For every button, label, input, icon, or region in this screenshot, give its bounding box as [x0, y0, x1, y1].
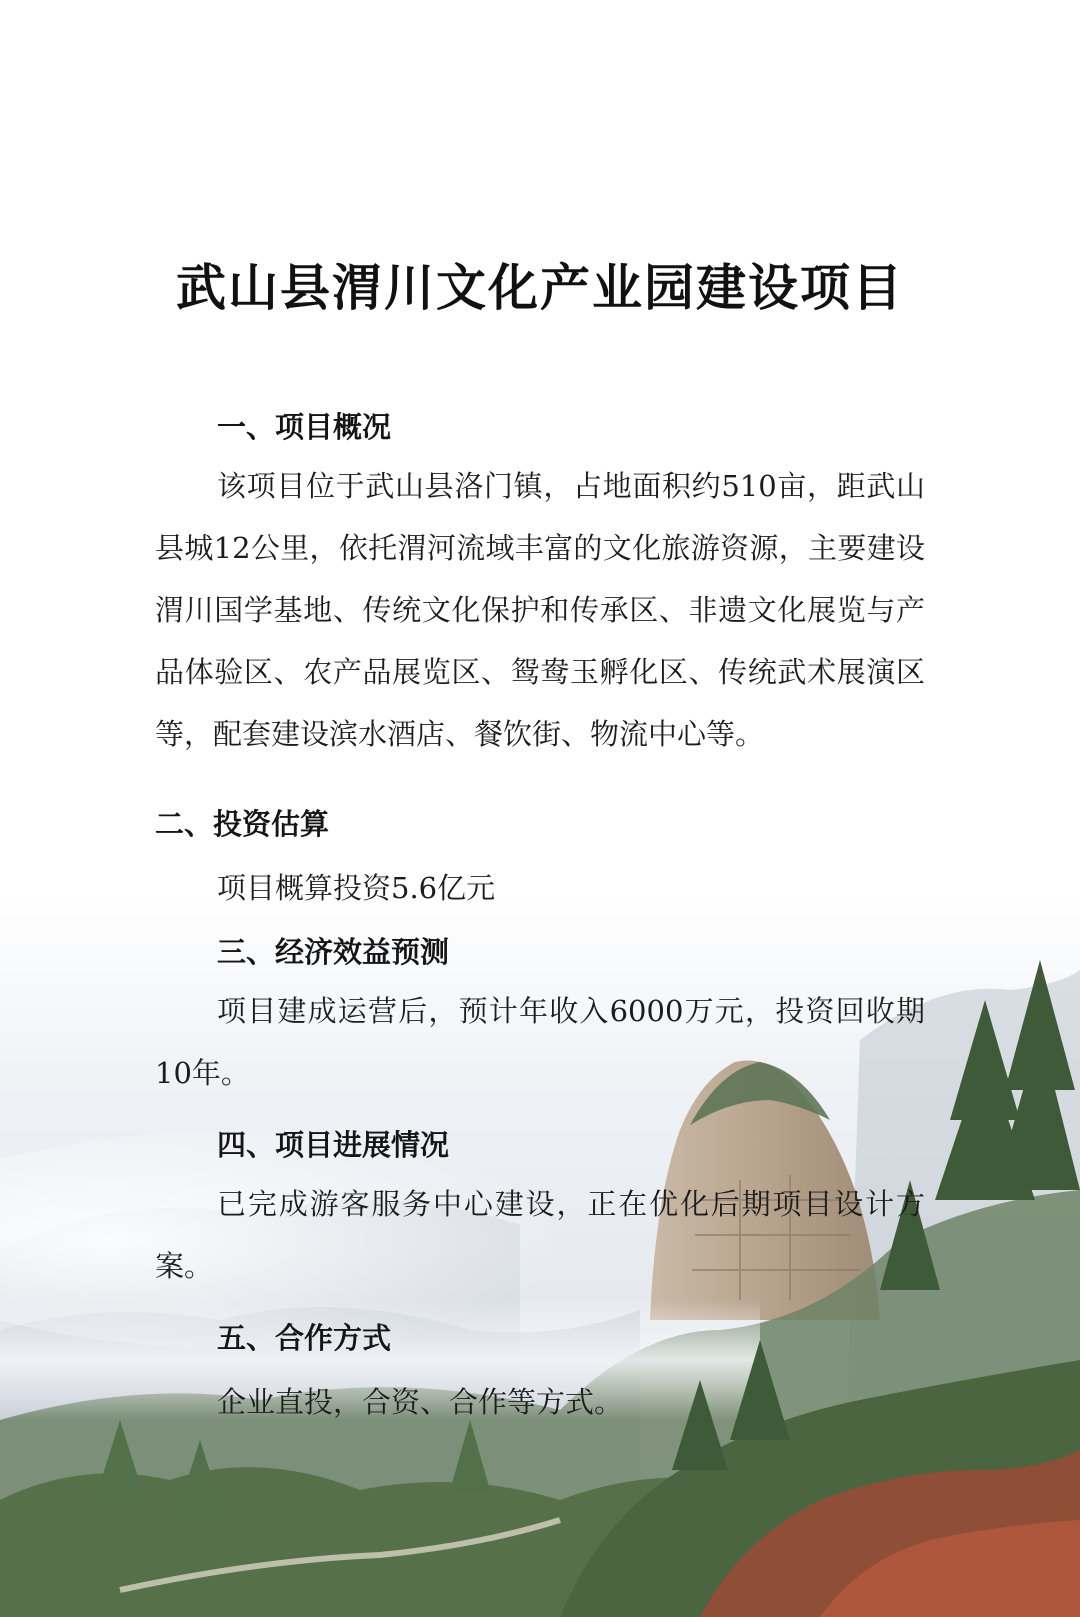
document-title: 武山县渭川文化产业园建设项目 [176, 259, 904, 317]
section-heading-progress: 四、项目进展情况 [217, 1128, 450, 1162]
section-body-cooperation: 企业直投，合资、合作等方式。 [217, 1385, 624, 1419]
section-body-investment: 项目概算投资5.6亿元 [217, 871, 496, 905]
section-heading-investment: 二、投资估算 [155, 807, 330, 841]
section-heading-cooperation: 五、合作方式 [217, 1321, 392, 1355]
section-heading-economic-benefit: 三、经济效益预测 [217, 935, 450, 969]
section-body-overview: 该项目位于武山县洛门镇，占地面积约510亩，距武山县城12公里，依托渭河流域丰富的文化旅游资源，主要建设渭川国学基地、传统文化保护和传承区、非遗文化展览与产品体验区、农产品展览区、鸳鸯玉孵化区、传统武术展演区等，配套建设滨水酒店、餐饮街、物流中心等。 [155, 469, 925, 751]
section-body-progress: 已完成游客服务中心建设，正在优化后期项目设计方案。 [155, 1187, 925, 1283]
section-body-economic-benefit: 项目建成运营后，预计年收入6000万元，投资回收期10年。 [155, 994, 925, 1090]
section-heading-overview: 一、项目概况 [217, 410, 392, 444]
